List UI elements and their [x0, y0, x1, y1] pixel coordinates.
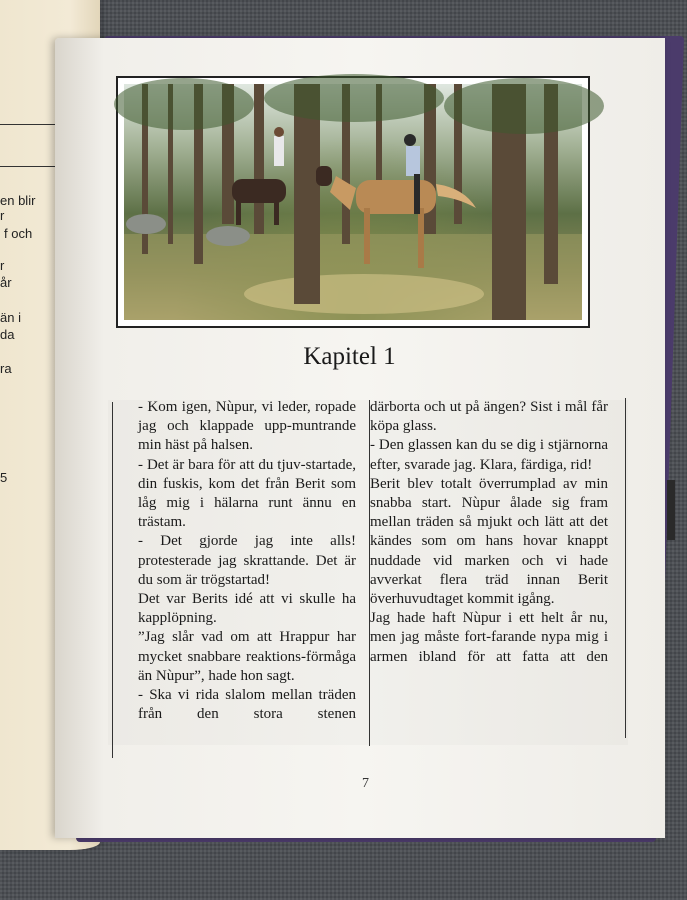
- left-page-fragment: år: [0, 275, 12, 290]
- paragraph: - Den glassen kan du se dig i stjärnorna efter, svarade jag. Klara, färdiga, rid!: [370, 437, 608, 473]
- bookmark-edge: [667, 480, 675, 540]
- paragraph: - Det gjorde jag inte alls! protesterade jag skrattande. Det är du som är trögstartad!: [138, 533, 356, 588]
- left-page-fragment: r: [0, 258, 5, 273]
- chapter-photo-frame: [116, 76, 590, 328]
- paragraph: Berit blev totalt överrumplad av min snabba start. Nùpur ålade sig fram mellan träden så mjukt och lätt att det kändes som om hans hovar knappt nuddade vid marken och vi hade avverkat flera träd innan Berit överhuvudtaget kommit igång.: [370, 475, 608, 608]
- left-page-rule: [0, 124, 60, 125]
- left-page-fragment: en blir: [0, 193, 36, 208]
- left-page-fragment: än i: [0, 310, 21, 325]
- left-page-fragment: ra: [0, 361, 12, 376]
- paragraph: därborta och ut på ängen? Sist i mål får köpa glass.: [370, 399, 608, 435]
- paragraph: Jag hade haft Nùpur i ett helt år nu, men jag måste fort-farande nypa mig i armen ibland för att fatta att den: [370, 610, 608, 665]
- chapter-title: Kapitel 1: [303, 343, 396, 370]
- left-page-fragment: f och: [4, 226, 33, 241]
- paragraph: - Ska vi rida slalom mellan träden från den stora stenen: [138, 687, 356, 723]
- text-column-left: [138, 398, 356, 724]
- right-column-rule: [625, 398, 626, 738]
- left-page-rule: [0, 166, 60, 167]
- paragraph: - Kom igen, Nùpur, vi leder, ropade jag och klappade upp-muntrande min häst på halsen.: [138, 399, 356, 454]
- page-number: 7: [362, 776, 369, 791]
- text-column-right: [370, 398, 608, 667]
- photo-illustration: [124, 84, 582, 320]
- paragraph: - Det är bara för att du tjuv-startade, din fuskis, kom det från Berit som låg mig i hälarna runt ännu en trästam.: [138, 456, 356, 531]
- left-page-fragment: 5: [0, 470, 8, 485]
- paragraph: ”Jag slår vad om att Hrappur har mycket snabbare reaktions-förmåga än Nùpur”, hade hon sagt.: [138, 629, 356, 684]
- forest-horse-riders-photo: [124, 84, 582, 320]
- paragraph: Det var Berits idé att vi skulle ha kapplöpning.: [138, 591, 356, 627]
- left-column-rule: [112, 402, 113, 758]
- left-page-fragment: da: [0, 327, 15, 342]
- left-page-fragment: r: [0, 208, 5, 223]
